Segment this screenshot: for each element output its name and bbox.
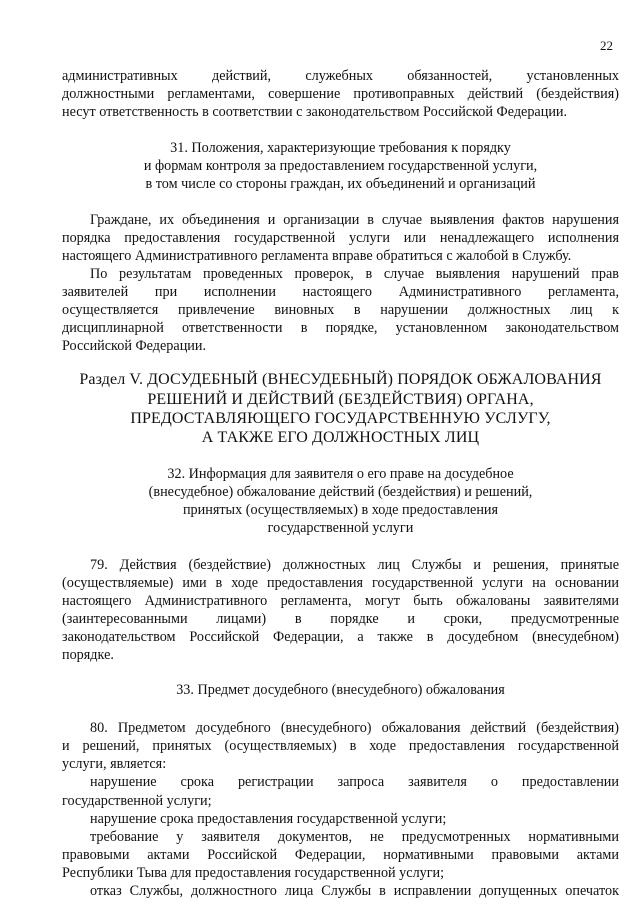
results-paragraph (62, 265, 619, 355)
heading-33: 33. Предмет досудебного (внесудебного) обжалования (176, 682, 505, 699)
p79-line-4: (заинтересованными лицами) в порядке и сроки, предусмотренные (62, 610, 619, 627)
heading-32-line-1: 32. Информация для заявителя о его праве на досудебное (167, 466, 514, 483)
p80-line-3: услуги, является: (62, 756, 167, 773)
heading-31-line-3: в том числе со стороны граждан, их объединений и организаций (145, 176, 536, 193)
heading-31 (62, 139, 619, 193)
citizens-line-3: настоящего Административного регламента вправе обратиться с жалобой в Службу. (62, 247, 572, 264)
citizens-paragraph (62, 211, 619, 265)
results-line-5: Российской Федерации. (62, 338, 207, 355)
paragraph-79 (62, 556, 619, 665)
section-5-line-2: РЕШЕНИЙ И ДЕЙСТВИЙ (БЕЗДЕЙСТВИЯ) ОРГАНА, (147, 390, 534, 408)
heading-32 (62, 465, 619, 537)
list-item-deadline (62, 810, 619, 828)
p79-line-3: настоящего Административного регламента, могут быть обжалованы заявителями (62, 592, 619, 609)
list-item-registration (62, 773, 619, 809)
heading-31-line-1: 31. Положения, характеризующие требования к порядку (170, 140, 511, 157)
page-number: 22 (600, 38, 613, 53)
list-item-documents (62, 828, 619, 882)
section-5-line-3: ПРЕДОСТАВЛЯЮЩЕГО ГОСУДАРСТВЕННУЮ УСЛУГУ, (130, 409, 551, 427)
item3-line-1: требование у заявителя документов, не предусмотренных нормативными (90, 828, 619, 845)
results-line-3: осуществляется привлечение виновных в нарушении должностных лиц к (62, 302, 619, 319)
heading-32-line-2: (внесудебное) обжалование действий (бездействия) и решений, (148, 484, 533, 501)
section-5-line-4: А ТАКЖЕ ЕГО ДОЛЖНОСТНЫХ ЛИЦ (201, 428, 480, 446)
p79-line-6: порядке. (62, 646, 114, 663)
p80-line-1: 80. Предметом досудебного (внесудебного) обжалования действий (бездействия) (90, 720, 619, 737)
item3-line-2: правовыми актами Российской Федерации, нормативными правовыми актами (62, 846, 619, 863)
heading-32-line-3: принятых (осуществляемых) в ходе предоставления (182, 502, 499, 519)
document-body (62, 67, 619, 900)
p79-line-5: законодательством Российской Федерации, а также в досудебном (внесудебном) (62, 628, 619, 645)
section-5-title (62, 370, 619, 447)
section-5-line-1: Раздел V. ДОСУДЕБНЫЙ (ВНЕСУДЕБНЫЙ) ПОРЯДОК ОБЖАЛОВАНИЯ (79, 371, 602, 389)
item2-line-1: нарушение срока предоставления государственной услуги; (90, 810, 447, 827)
list-item-refusal (62, 882, 619, 900)
item4-line-1: отказ Службы, должностного лица Службы в исправлении допущенных опечаток (90, 883, 619, 899)
paragraph-80 (62, 719, 619, 773)
item3-line-3: Республики Тыва для предоставления государственной услуги; (62, 864, 445, 881)
intro-paragraph (62, 67, 619, 121)
citizens-line-1: Граждане, их объединения и организации в случае выявления фактов нарушения (90, 211, 619, 228)
heading-32-line-4: государственной услуги (267, 520, 414, 537)
intro-line-2: должностными регламентами, совершение противоправных действий (бездействия) (62, 86, 619, 103)
citizens-line-2: порядка предоставления государственной услуги или ненадлежащего исполнения (62, 229, 619, 246)
heading-31-line-2: и формам контроля за предоставлением государственной услуги, (143, 158, 538, 175)
intro-line-3: несут ответственность в соответствии с законодательством Российской Федерации. (62, 104, 568, 121)
p79-line-1: 79. Действия (бездействие) должностных лиц Службы и решения, принятые (90, 556, 619, 573)
results-line-4: дисциплинарной ответственности в порядке, установленном законодательством (62, 320, 619, 337)
item1-line-1: нарушение срока регистрации запроса заявителя о предоставлении (90, 774, 619, 791)
item1-line-2: государственной услуги; (62, 792, 212, 809)
p80-line-2: и решений, принятых (осуществляемых) в ходе предоставления государственной (62, 738, 619, 755)
p79-line-2: (осуществляемые) ими в ходе предоставления государственной услуги на основании (62, 574, 619, 591)
results-line-1: По результатам проведенных проверок, в случае выявления нарушений прав (90, 265, 619, 282)
results-line-2: заявителей при исполнении настоящего Административного регламента, (62, 283, 619, 300)
intro-line-1: административных действий, служебных обязанностей, установленных (62, 68, 619, 84)
